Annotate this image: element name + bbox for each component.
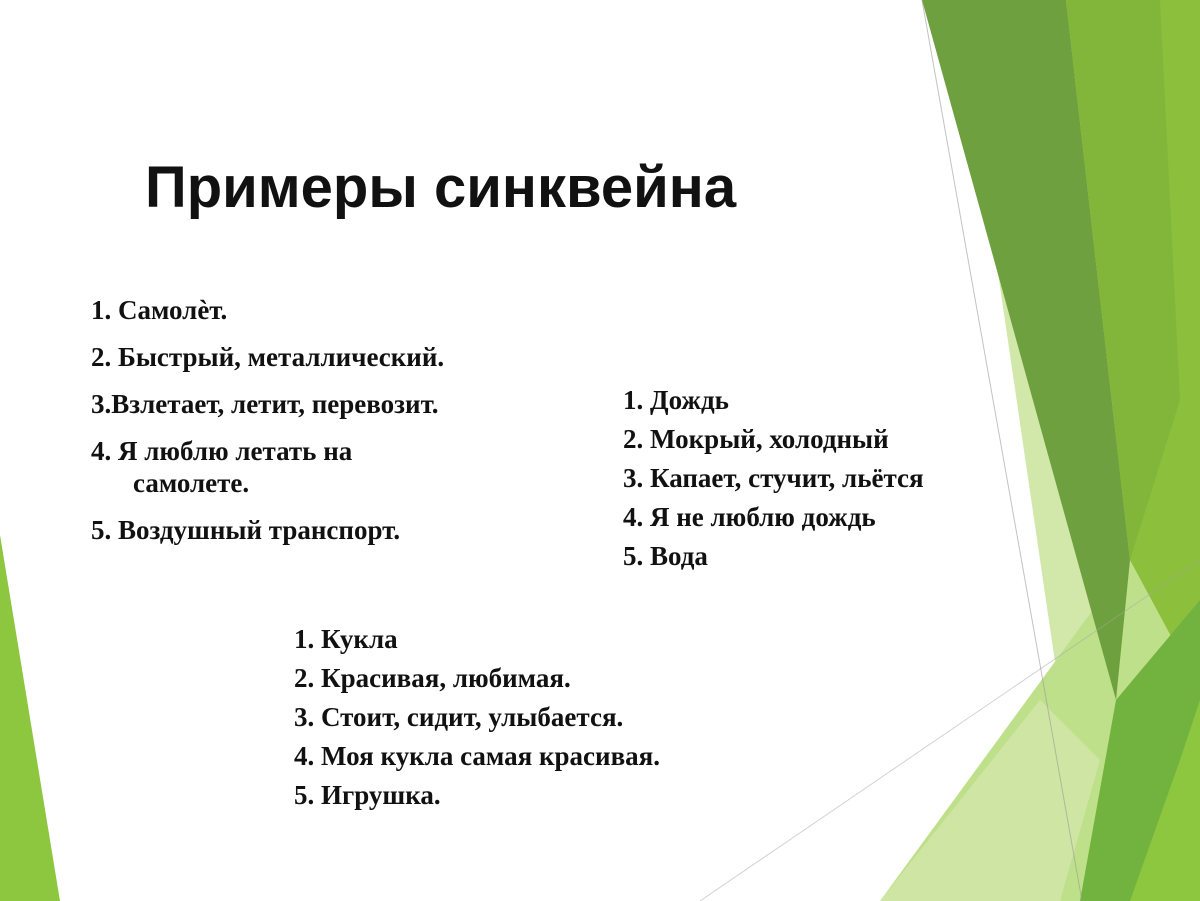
list-item: 3.Взлетает, летит, перевозит.	[91, 389, 439, 419]
syncwine-example-rain	[623, 381, 924, 576]
syncwine-example-airplane	[91, 294, 444, 561]
list-item: 5. Игрушка.	[294, 780, 441, 810]
list-item: 5. Вода	[623, 541, 708, 571]
list-item: 1. Кукла	[294, 624, 398, 654]
left-green-stripe	[0, 535, 60, 901]
list-item: 2. Быстрый, металлический.	[91, 342, 445, 372]
list-item	[91, 435, 444, 499]
list-item-line: 4. Я люблю летать на	[91, 436, 353, 466]
list-item: 3. Капает, стучит, льётся	[623, 463, 924, 493]
list-item: 1. Самолѐт.	[91, 295, 228, 325]
list-item: 2. Красивая, любимая.	[294, 663, 571, 693]
right-bottom-pale	[880, 700, 1100, 901]
syncwine-example-doll	[294, 620, 660, 815]
list-item-line: самолете.	[133, 468, 250, 498]
list-item: 4. Я не люблю дождь	[623, 502, 876, 532]
list-item: 4. Моя кукла самая красивая.	[294, 741, 661, 771]
list-item: 5. Воздушный транспорт.	[91, 515, 401, 545]
list-item: 2. Мокрый, холодный	[623, 424, 889, 454]
list-item: 1. Дождь	[623, 385, 729, 415]
page-title: Примеры синквейна	[145, 155, 737, 220]
list-item: 3. Стоит, сидит, улыбается.	[294, 702, 624, 732]
